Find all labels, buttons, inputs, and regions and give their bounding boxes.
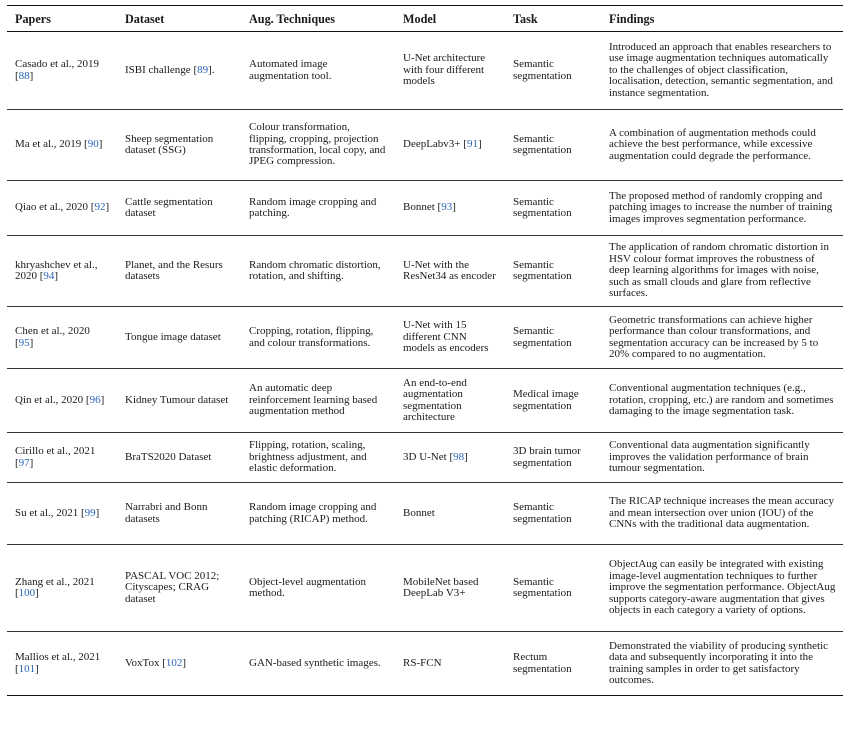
paper-name: Mallios et al., 2021 [15,651,101,664]
model-ref-link[interactable]: 98 [453,450,465,463]
findings-text: Introduced an approach that enables researchers to use image augmentation techniques automatically to the challenges of object classification, localisation, detection, semantic segmentation, and instance segmentation. [609,40,833,99]
aug-text: Random image cropping and patching. [249,195,377,219]
table-row [7,307,843,369]
model-ref-link[interactable]: 91 [466,138,478,151]
findings-text: The application of random chromatic distortion in HSV colour format improves the robustness of deep learning algorithms for images with noise, such as small clouds and glare from reflective surfaces. [609,241,829,300]
dataset-ref-link[interactable]: 89 [197,63,209,76]
table-row [7,483,843,545]
findings-text: Conventional augmentation techniques (e.g., rotation, cropping, etc.) are random and sometimes damaging to the image segmentation task. [609,382,834,418]
table-row [7,32,843,110]
header-model: Model [403,11,437,26]
dataset-name: BraTS2020 Dataset [125,450,212,463]
paper-ref-link[interactable]: 94 [43,270,55,282]
table-row [7,181,843,236]
paper-name: Su et al., 2021 [15,506,79,519]
paper-ref-link[interactable]: 95 [18,336,30,349]
cell-dataset [117,181,241,236]
header-dataset: Dataset [125,11,165,26]
model-name: U-Net with the ResNet34 as encoder [403,258,496,282]
model-ref-link[interactable]: 93 [441,201,453,214]
cell-aug-techniques [241,236,395,307]
aug-text: Colour transformation, flipping, cropping, projection transformation, local copy, and JPEG compression. [249,121,386,168]
model-name: U-Net with 15 different CNN models as encoders [403,319,489,355]
aug-text: Random image cropping and patching (RICAP) method. [249,501,377,525]
cell-paper: Mallios et al., 2021 [101] [15,651,101,675]
aug-text: Cropping, rotation, flipping, and colour transformations. [249,325,374,349]
cell-aug-techniques [241,181,395,236]
cell-findings [601,110,843,181]
dataset-name: VoxTox [125,656,160,669]
table-row [7,110,843,181]
cell-findings [601,307,843,369]
aug-text: GAN-based synthetic images. [249,656,381,669]
paper-name: Qiao et al., 2020 [15,201,89,214]
cell-dataset [117,483,241,545]
cell-dataset: ISBI challenge [89]. [125,63,215,76]
cell-findings [601,369,843,433]
dataset-name: Kidney Tumour dataset [125,393,229,406]
cell-findings [601,236,843,307]
paper-ref-link[interactable]: 88 [18,69,30,82]
paper-name: Zhang et al., 2021 [15,575,95,588]
cell-dataset [117,110,241,181]
aug-text: Object-level augmentation method. [249,575,366,599]
cell-paper: Qin et al., 2020 [96] [15,393,105,406]
cell-model: Bonnet [93] [403,201,456,214]
cell-paper: khryashchev et al., 2020 [94] [15,258,98,282]
model-name: U-Net architecture with four different models [403,52,486,88]
cell-aug-techniques [241,32,395,110]
model-name: Bonnet [403,506,435,519]
findings-text: Geometric transformations can achieve higher performance than colour transformations, and segmentation accuracy can be increased by 5 to 20% compared to no augmentation. [609,313,819,360]
dataset-suffix: . [211,63,215,76]
task-text: Medical image segmentation [513,388,579,412]
aug-text: Random chromatic distortion, rotation, and shifting. [249,258,381,282]
cell-paper: Su et al., 2021 [99] [15,506,100,519]
paper-name: Ma et al., 2019 [15,138,82,151]
cell-task [505,307,601,369]
cell-dataset [117,307,241,369]
model-name: RS-FCN [403,656,442,669]
cell-model [395,483,505,545]
paper-ref-link[interactable]: 92 [94,201,106,214]
task-text: Semantic segmentation [513,501,572,525]
cell-paper: Ma et al., 2019 [90] [15,138,103,151]
task-text: 3D brain tumor segmentation [513,445,581,469]
cell-dataset: VoxTox [102] [125,656,187,669]
header-papers: Papers [15,11,51,26]
model-name: MobileNet based DeepLab V3+ [403,575,479,599]
cell-paper: Casado et al., 2019 [88] [15,58,100,82]
cell-findings [601,545,843,632]
cell-findings [601,483,843,545]
cell-model [395,236,505,307]
cell-findings [601,632,843,696]
paper-ref-link[interactable]: 99 [84,506,96,519]
model-name: An end-to-end augmentation segmentation architecture [403,376,467,423]
cell-task [505,545,601,632]
table-row [7,236,843,307]
paper-name: Qin et al., 2020 [15,393,84,406]
cell-aug-techniques [241,369,395,433]
task-text: Semantic segmentation [513,132,572,156]
paper-ref-link[interactable]: 100 [18,587,36,599]
dataset-name: Sheep segmentation dataset (SSG) [125,132,214,156]
paper-ref-link[interactable]: 97 [18,456,30,469]
cell-model [395,32,505,110]
task-text: Semantic segmentation [513,58,572,82]
paper-name: Cirillo et al., 2021 [15,445,96,458]
cell-task [505,181,601,236]
paper-ref-link[interactable]: 101 [18,662,36,675]
dataset-name: Cattle segmentation dataset [125,195,213,219]
cell-dataset [117,433,241,483]
header-aug-techniques: Aug. Techniques [249,11,336,26]
cell-findings [601,433,843,483]
aug-text: Flipping, rotation, scaling, brightness adjustment, and elastic deformation. [249,439,367,475]
cell-dataset [117,545,241,632]
dataset-name: Planet, and the Resurs datasets [125,258,223,282]
paper-name: Chen et al., 2020 [15,325,90,338]
paper-name: Casado et al., 2019 [15,58,100,71]
aug-text: Automated image augmentation tool. [249,58,332,82]
cell-task [505,369,601,433]
findings-text: Demonstrated the viability of producing synthetic data and subsequently incorporating it into the training samples in order to get satisfactory outcomes. [609,639,829,686]
cell-paper: Qiao et al., 2020 [92] [15,201,110,214]
paper-name: khryashchev et al., 2020 [15,258,98,282]
findings-text: A combination of augmentation methods could achieve the best performance, while excessive augmentation could degrade the performance. [609,126,816,162]
task-text: Semantic segmentation [513,195,572,219]
findings-text: The RICAP technique increases the mean accuracy and mean intersection over union (IOU) of the CNNs with the traditional data augmentation. [609,495,834,531]
model-name: 3D U-Net [403,450,447,463]
cell-task [505,433,601,483]
cell-aug-techniques [241,483,395,545]
task-text: Semantic segmentation [513,258,572,282]
cell-dataset [117,236,241,307]
aug-text: An automatic deep reinforcement learning based augmentation method [249,382,378,418]
cell-task [505,32,601,110]
dataset-name: PASCAL VOC 2012; Cityscapes; CRAG dataset [125,569,220,605]
dataset-ref-link[interactable]: 102 [165,656,183,669]
augmentation-table [7,5,843,696]
task-text: Semantic segmentation [513,575,572,599]
cell-aug-techniques [241,545,395,632]
paper-ref-link[interactable]: 90 [87,138,99,151]
cell-task [505,483,601,545]
cell-model [395,545,505,632]
model-name: Bonnet [403,201,435,214]
cell-model [395,369,505,433]
dataset-name: ISBI challenge [125,63,191,76]
cell-dataset [117,369,241,433]
task-text: Semantic segmentation [513,325,572,349]
task-text: Rectum segmentation [513,651,572,675]
cell-task [505,110,601,181]
cell-aug-techniques [241,433,395,483]
header-task: Task [513,11,538,26]
table-row [7,545,843,632]
dataset-name: Tongue image dataset [125,330,221,343]
table-row [7,632,843,696]
cell-paper: Chen et al., 2020 [95] [15,325,90,349]
paper-ref-link[interactable]: 96 [89,393,101,406]
cell-model [395,632,505,696]
findings-text: The proposed method of randomly cropping and patching images to increase the number of training images improves segmentation performance. [609,189,833,225]
header-findings: Findings [609,11,655,26]
header-row [7,6,843,32]
cell-paper: Zhang et al., 2021 [100] [15,575,95,599]
cell-findings [601,181,843,236]
table-row [7,433,843,483]
cell-paper: Cirillo et al., 2021 [97] [15,445,96,469]
cell-task [505,632,601,696]
findings-text: Conventional data augmentation significantly improves the validation performance of brain tumour segmentation. [609,439,810,475]
cell-findings [601,32,843,110]
table-row [7,369,843,433]
cell-aug-techniques [241,110,395,181]
cell-aug-techniques [241,632,395,696]
dataset-name: Narrabri and Bonn datasets [125,501,208,525]
cell-task [505,236,601,307]
cell-model: DeepLabv3+ [91] [403,138,482,151]
cell-model: 3D U-Net [98] [403,450,468,463]
findings-text: ObjectAug can easily be integrated with existing image-level augmentation techniques to further improve the segmentation performance. ObjectAug supports category-aware augmentation that gives objects in each category a variety of options. [609,558,836,617]
cell-aug-techniques [241,307,395,369]
cell-model [395,307,505,369]
model-name: DeepLabv3+ [403,138,461,151]
